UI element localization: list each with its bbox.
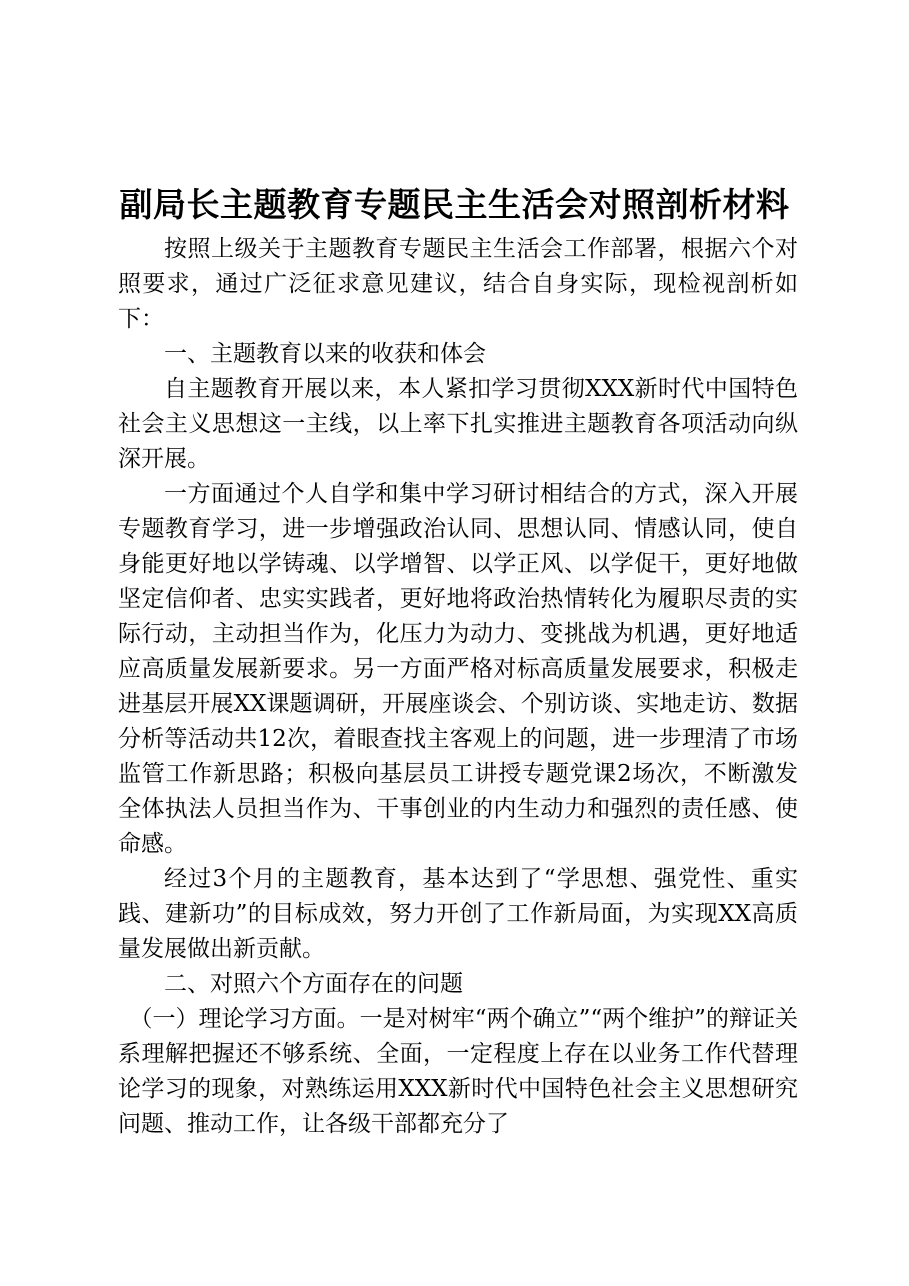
section-heading-1: 一、主题教育以来的收获和体会 [164, 341, 486, 367]
intro-paragraph: 按照上级关于主题教育专题民主生活会工作部署，根据六个对照要求，通过广泛征求意见建议，结合自身实际，现检视剖析如下： [118, 236, 798, 332]
section-heading-2: 二、对照六个方面存在的问题 [164, 971, 463, 997]
document-body [118, 232, 798, 1142]
document-title: 副局长主题教育专题民主生活会对照剖析材料 [119, 185, 790, 224]
body-paragraph: （一）理论学习方面。一是对树牢“两个确立”“两个维护”的辩证关系理解把握还不够系统、全面，一定程度上存在以业务工作代替理论学习的现象，对熟练运用XXX新时代中国特色社会主义思想研究问题、推动工作，让各级干部都充分了 [118, 1006, 798, 1137]
body-paragraph: 一方面通过个人自学和集中学习研讨相结合的方式，深入开展专题教育学习，进一步增强政治认同、思想认同、情感认同，使自身能更好地以学铸魂、以学增智、以学正风、以学促干，更好地做坚定信仰者、忠实实践者，更好地将政治热情转化为履职尽责的实际行动，主动担当作为，化压力为动力、变挑战为机遇，更好地适应高质量发展新要求。另一方面严格对标高质量发展要求，积极走进基层开展XX课题调研，开展座谈会、个别访谈、实地走访、数据分析等活动共12次，着眼查找主客观上的问题，进一步理清了市场监管工作新思路；积极向基层员工讲授专题党课2场次，不断激发全体执法人员担当作为、干事创业的内生动力和强烈的责任感、使命感。 [118, 481, 798, 857]
body-paragraph: 自主题教育开展以来，本人紧扣学习贯彻XXX新时代中国特色社会主义思想这一主线，以上率下扎实推进主题教育各项活动向纵深开展。 [118, 376, 798, 472]
body-paragraph: 经过3个月的主题教育，基本达到了“学思想、强党性、重实践、建新功”的目标成效，努力开创了工作新局面，为实现XX高质量发展做出新贡献。 [118, 866, 798, 962]
